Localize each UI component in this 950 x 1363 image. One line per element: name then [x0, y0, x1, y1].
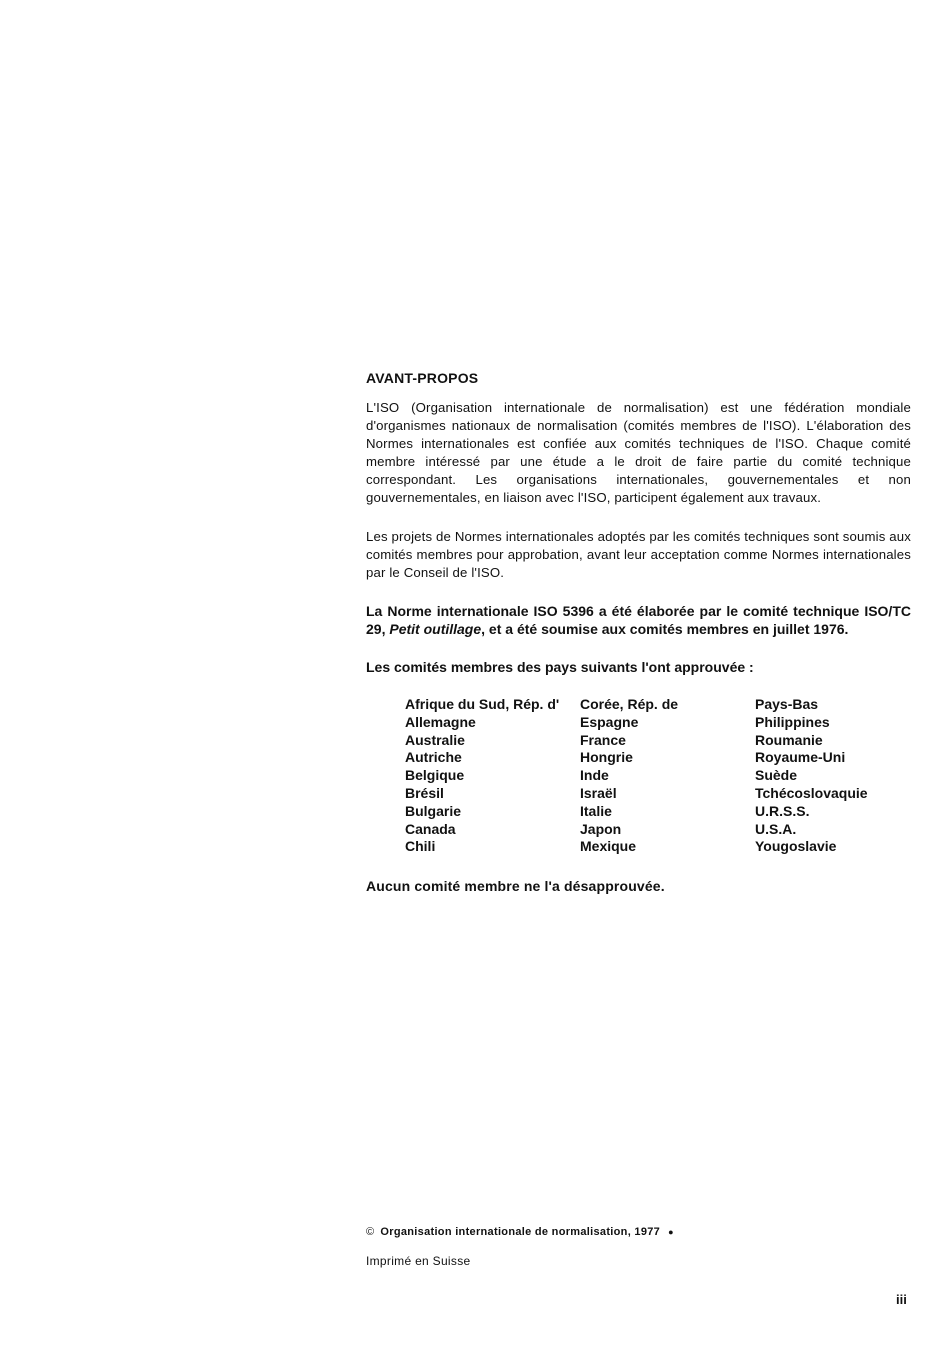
copyright-symbol: © — [366, 1226, 375, 1238]
country-item: U.S.A. — [755, 820, 797, 837]
country-item: Canada — [405, 820, 456, 837]
country-item: Autriche — [405, 749, 462, 766]
paragraph-iso-description: L'ISO (Organisation internationale de normalisation) est une fédération mondiale d'organismes nationaux de normalisation (comités membres de l'ISO). L'élaboration des Normes internationales est confiée aux comités techniques de l'ISO. Chaque comité membre intéressé par une étude a le droit de faire partie du comité technique correspondant. Les organisations internationales, gouvernementales et non gouvernementales, en liaison avec l'ISO, participent également aux travaux. — [366, 400, 911, 505]
country-item: Espagne — [580, 713, 639, 730]
country-item: France — [580, 731, 626, 748]
bullet-icon: ● — [668, 1227, 674, 1237]
country-item: Afrique du Sud, Rép. d' — [405, 696, 560, 712]
country-item: Australie — [405, 731, 465, 748]
country-column-1 — [405, 696, 559, 856]
country-item: Mexique — [580, 838, 637, 855]
paragraph-no-disapproval: Aucun comité membre ne l'a désapprouvée. — [366, 878, 665, 894]
country-item: Suède — [755, 767, 798, 784]
country-item: Philippines — [755, 713, 830, 730]
country-item: Hongrie — [580, 749, 633, 766]
country-item: Japon — [580, 820, 622, 837]
country-item: Belgique — [405, 767, 465, 784]
country-item: Brésil — [405, 784, 444, 801]
paragraph-standard-origin — [366, 602, 911, 638]
country-item: Inde — [580, 767, 609, 784]
standard-origin-text-end: , et a été soumise aux comités membres en juillet 1976. — [481, 621, 849, 637]
page-number: iii — [896, 1292, 907, 1307]
country-item: Italie — [580, 802, 612, 819]
country-item: Roumanie — [755, 731, 823, 748]
copyright-notice — [366, 1226, 674, 1238]
country-item: Tchécoslovaquie — [755, 784, 868, 801]
paragraph-draft-approval: Les projets de Normes internationales adoptés par les comités techniques sont soumis aux comités membres pour approbation, avant leur acceptation comme Normes internationales par le Conseil de l'ISO. — [366, 529, 911, 580]
standard-origin-text-start: La Norme internationale ISO 5396 a été élaborée par le comité technique ISO/TC 29, — [366, 603, 911, 637]
page-heading: AVANT-PROPOS — [366, 370, 479, 386]
country-item: U.R.S.S. — [755, 802, 810, 819]
country-item: Allemagne — [405, 713, 476, 730]
country-item: Israël — [580, 784, 617, 801]
country-item: Royaume-Uni — [755, 749, 846, 766]
country-item: Pays-Bas — [755, 696, 819, 712]
technical-committee-title: Petit outillage — [389, 621, 482, 637]
country-item: Corée, Rép. de — [580, 696, 679, 712]
copyright-text: Organisation internationale de normalisation, 1977 — [380, 1226, 661, 1238]
country-item: Chili — [405, 838, 436, 855]
country-item: Bulgarie — [405, 802, 462, 819]
paragraph-approval-intro: Les comités membres des pays suivants l'ont approuvée : — [366, 659, 754, 675]
country-column-3 — [755, 696, 868, 856]
country-column-2 — [580, 696, 678, 856]
printed-in-notice: Imprimé en Suisse — [366, 1254, 471, 1268]
country-item: Yougoslavie — [755, 838, 837, 855]
